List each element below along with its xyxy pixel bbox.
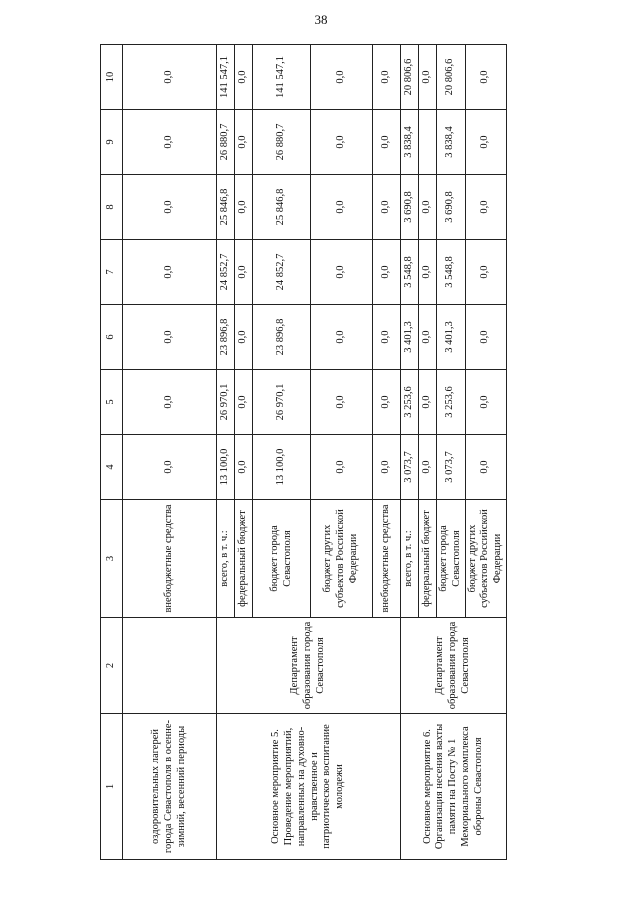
value-cell: 0,0 bbox=[235, 240, 253, 305]
value-cell: 24 852,7 bbox=[217, 240, 235, 305]
value-cell: 0,0 bbox=[311, 370, 373, 435]
value-cell: 13 100,0 bbox=[217, 435, 235, 500]
value-cell: 26 970,1 bbox=[217, 370, 235, 435]
value-cell: 3 253,6 bbox=[401, 370, 419, 435]
value-cell: 13 100,0 bbox=[253, 435, 311, 500]
value-cell: 0,0 bbox=[373, 240, 401, 305]
value-cell: 25 846,8 bbox=[253, 175, 311, 240]
value-cell: 0,0 bbox=[465, 305, 506, 370]
value-cell: 0,0 bbox=[419, 370, 437, 435]
value-cell: 0,0 bbox=[419, 175, 437, 240]
value-cell: 26 880,7 bbox=[217, 110, 235, 175]
page-number: 38 bbox=[314, 12, 328, 27]
value-cell: 0,0 bbox=[465, 240, 506, 305]
value-cell: 0,0 bbox=[419, 305, 437, 370]
value-cell: 0,0 bbox=[373, 370, 401, 435]
value-cell: 0,0 bbox=[419, 45, 437, 110]
value-cell: 20 806,6 bbox=[401, 45, 419, 110]
value-cell: 0,0 bbox=[419, 240, 437, 305]
value-cell: 0,0 bbox=[123, 240, 217, 305]
value-cell: 0,0 bbox=[235, 435, 253, 500]
value-cell: 3 073,7 bbox=[437, 435, 466, 500]
column-number: 6 bbox=[101, 305, 123, 370]
value-cell: 3 690,8 bbox=[437, 175, 466, 240]
activity-cell: Основное мероприятие 5. Проведение мероприятий, направленных на духовно-нравственное и патриотическое воспитание молодежи bbox=[217, 714, 401, 860]
source-cell: всего, в т. ч.: bbox=[401, 500, 419, 618]
value-cell: 0,0 bbox=[373, 305, 401, 370]
value-cell: 0,0 bbox=[235, 110, 253, 175]
source-cell: бюджет других субъектов Российской Федерации bbox=[311, 500, 373, 618]
column-number-row bbox=[101, 45, 123, 860]
budget-table-frame bbox=[100, 45, 504, 860]
value-cell: 0,0 bbox=[419, 435, 437, 500]
source-cell: внебюджетные средства bbox=[123, 500, 217, 618]
value-cell: 24 852,7 bbox=[253, 240, 311, 305]
value-cell: 0,0 bbox=[311, 240, 373, 305]
value-cell: 0,0 bbox=[123, 110, 217, 175]
column-number: 10 bbox=[101, 45, 123, 110]
value-cell: 26 970,1 bbox=[253, 370, 311, 435]
value-cell: 20 806,6 bbox=[437, 45, 466, 110]
source-cell: федеральный бюджет bbox=[235, 500, 253, 618]
value-cell: 25 846,8 bbox=[217, 175, 235, 240]
value-cell: 0,0 bbox=[373, 175, 401, 240]
value-cell: 0,0 bbox=[123, 175, 217, 240]
value-cell: 23 896,8 bbox=[217, 305, 235, 370]
value-cell: 23 896,8 bbox=[253, 305, 311, 370]
table-row bbox=[123, 45, 217, 860]
value-cell: 0,0 bbox=[123, 305, 217, 370]
value-cell: 0,0 bbox=[235, 305, 253, 370]
value-cell: 0,0 bbox=[311, 435, 373, 500]
value-cell: 0,0 bbox=[373, 110, 401, 175]
column-number: 8 bbox=[101, 175, 123, 240]
source-cell: федеральный бюджет bbox=[419, 500, 437, 618]
value-cell: 0,0 bbox=[311, 45, 373, 110]
value-cell: 0,0 bbox=[373, 435, 401, 500]
value-cell: 0,0 bbox=[373, 45, 401, 110]
value-cell: 0,0 bbox=[311, 305, 373, 370]
value-cell: 0,0 bbox=[123, 45, 217, 110]
value-cell: 0,0 bbox=[235, 175, 253, 240]
executor-cell: Департамент образования города Севастополя bbox=[401, 618, 507, 714]
value-cell: 3 838,4 bbox=[401, 110, 419, 175]
activity-cell: Основное мероприятие 6. Организация несения вахты памяти на Посту № 1 Мемориального комплекса обороны Севастополя bbox=[401, 714, 507, 860]
source-cell: всего, в т. ч.: bbox=[217, 500, 235, 618]
value-cell bbox=[419, 110, 437, 175]
value-cell: 3 401,3 bbox=[437, 305, 466, 370]
value-cell: 0,0 bbox=[311, 110, 373, 175]
value-cell: 3 838,4 bbox=[437, 110, 466, 175]
table-row bbox=[401, 45, 419, 860]
budget-table bbox=[100, 44, 507, 860]
value-cell: 0,0 bbox=[123, 370, 217, 435]
source-cell: внебюджетные средства bbox=[373, 500, 401, 618]
column-number: 2 bbox=[101, 618, 123, 714]
value-cell: 0,0 bbox=[465, 110, 506, 175]
value-cell: 141 547,1 bbox=[253, 45, 311, 110]
value-cell: 0,0 bbox=[123, 435, 217, 500]
value-cell: 0,0 bbox=[465, 370, 506, 435]
value-cell: 3 690,8 bbox=[401, 175, 419, 240]
value-cell: 26 880,7 bbox=[253, 110, 311, 175]
value-cell: 0,0 bbox=[235, 370, 253, 435]
source-cell: бюджет города Севастополя bbox=[253, 500, 311, 618]
value-cell: 3 073,7 bbox=[401, 435, 419, 500]
column-number: 5 bbox=[101, 370, 123, 435]
value-cell: 3 253,6 bbox=[437, 370, 466, 435]
value-cell: 3 401,3 bbox=[401, 305, 419, 370]
executor-cell: Департамент образования города Севастополя bbox=[217, 618, 401, 714]
source-cell: бюджет других субъектов Российской Федерации bbox=[465, 500, 506, 618]
value-cell: 3 548,8 bbox=[401, 240, 419, 305]
value-cell: 0,0 bbox=[465, 45, 506, 110]
column-number: 9 bbox=[101, 110, 123, 175]
source-cell: бюджет города Севастополя bbox=[437, 500, 466, 618]
value-cell: 0,0 bbox=[465, 435, 506, 500]
value-cell: 3 548,8 bbox=[437, 240, 466, 305]
value-cell: 0,0 bbox=[235, 45, 253, 110]
column-number: 3 bbox=[101, 500, 123, 618]
table-row bbox=[217, 45, 235, 860]
column-number: 1 bbox=[101, 714, 123, 860]
executor-cell bbox=[123, 618, 217, 714]
column-number: 4 bbox=[101, 435, 123, 500]
column-number: 7 bbox=[101, 240, 123, 305]
value-cell: 0,0 bbox=[465, 175, 506, 240]
value-cell: 141 547,1 bbox=[217, 45, 235, 110]
activity-cell: оздоровительных лагерей города Севастополя в осенне-зимний, весенний периоды bbox=[123, 714, 217, 860]
value-cell: 0,0 bbox=[311, 175, 373, 240]
